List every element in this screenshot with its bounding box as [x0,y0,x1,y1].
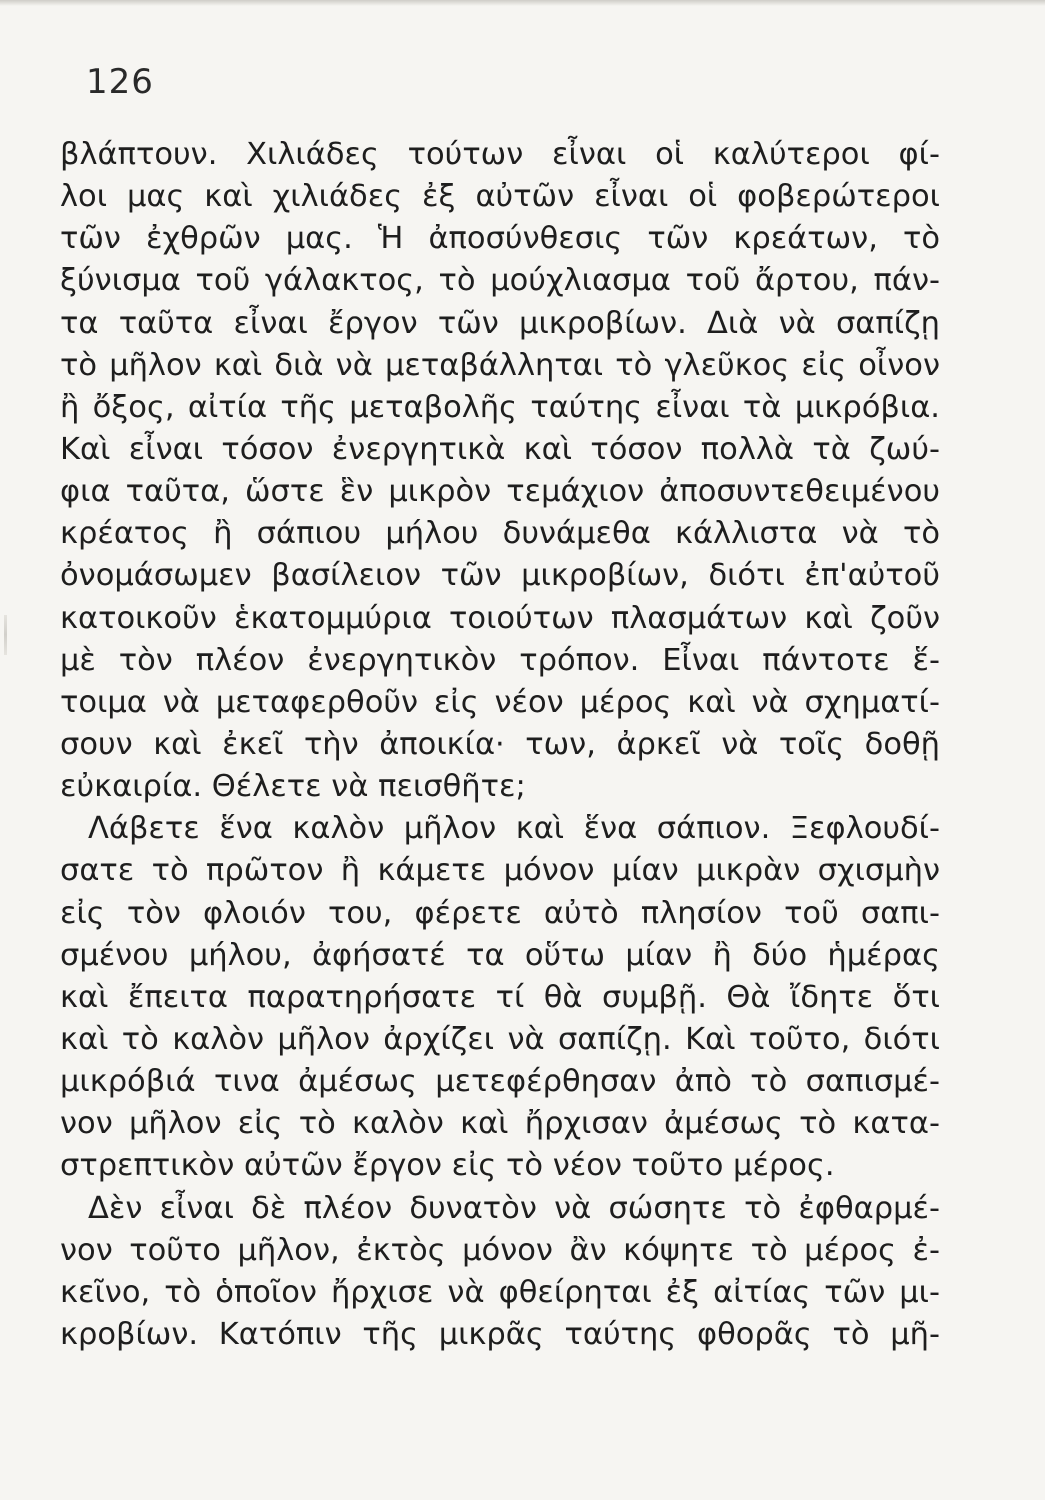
text-line: στρεπτικὸν αὐτῶν ἔργον εἰς τὸ νέον τοῦτο μέρος. [60,1148,835,1184]
text-line: μὲ τὸν πλέον ἐνεργητικὸν τρόπον. Εἶναι πάντοτε ἕ- [60,642,940,678]
text-line: καὶ ἔπειτα παρατηρήσατε τί θὰ συμβῇ. Θὰ ἴδητε ὅτι [60,979,940,1015]
text-line: σατε τὸ πρῶτον ἢ κάμετε μόνον μίαν μικρὰν σχισμὴν [60,853,940,889]
text-line: λοι μας καὶ χιλιάδες ἐξ αὐτῶν εἶναι οἱ φοβερώτεροι [60,179,940,215]
body-text [60,134,940,1356]
text-line: φια ταῦτα, ὥστε ἓν μικρὸν τεμάχιον ἀποσυντεθειμένου [60,474,940,510]
text-line: κεῖνο, τὸ ὁποῖον ἤρχισε νὰ φθείρηται ἐξ αἰτίας τῶν μι- [60,1274,940,1310]
text-line: τα ταῦτα εἶναι ἔργον τῶν μικροβίων. Διὰ νὰ σαπίζῃ [60,305,940,341]
text-line: εὐκαιρία. Θέλετε νὰ πεισθῆτε; [60,769,526,805]
text-line: εἰς τὸν φλοιόν του, φέρετε αὐτὸ πλησίον τοῦ σαπι- [60,895,940,931]
text-line: ξύνισμα τοῦ γάλακτος, τὸ μούχλιασμα τοῦ ἄρτου, πάν- [60,263,940,299]
text-line: ὀνομάσωμεν βασίλειον τῶν μικροβίων, διότι ἐπ'αὐτοῦ [60,558,940,594]
text-line: σμένου μήλου, ἀφήσατέ τα οὕτω μίαν ἢ δύο ἡμέρας [60,937,940,973]
text-line: ἢ ὄξος, αἰτία τῆς μεταβολῆς ταύτης εἶναι τὰ μικρόβια. [60,389,940,425]
page-number: 126 [86,62,154,102]
text-line: κρέατος ἢ σάπιου μήλου δυνάμεθα κάλλιστα νὰ τὸ [60,516,940,552]
text-line: βλάπτουν. Χιλιάδες τούτων εἶναι οἱ καλύτεροι φί- [60,137,940,172]
text-line: νον μῆλον εἰς τὸ καλὸν καὶ ἤρχισαν ἀμέσως τὸ κατα- [60,1106,940,1142]
text-line: κατοικοῦν ἑκατομμύρια τοιούτων πλασμάτων καὶ ζοῦν [60,600,940,636]
text-line: Καὶ εἶναι τόσον ἐνεργητικὰ καὶ τόσον πολλὰ τὰ ζωύ- [60,431,940,467]
text-line: νον τοῦτο μῆλον, ἐκτὸς μόνον ἂν κόψητε τὸ μέρος ἐ- [60,1232,940,1268]
text-line: τὸ μῆλον καὶ διὰ νὰ μεταβάλληται τὸ γλεῦκος εἰς οἶνον [60,347,940,383]
text-line: τοιμα νὰ μεταφερθοῦν εἰς νέον μέρος καὶ νὰ σχηματί- [60,684,940,720]
text-line: καὶ τὸ καλὸν μῆλον ἀρχίζει νὰ σαπίζῃ. Καὶ τοῦτο, διότι [60,1021,940,1057]
text-line: Λάβετε ἕνα καλὸν μῆλον καὶ ἕνα σάπιον. Ξεφλουδί- [88,811,940,847]
binding-mark [4,615,7,655]
text-line: κροβίων. Κατόπιν τῆς μικρᾶς ταύτης φθορᾶς τὸ μῆ- [60,1316,940,1352]
text-line: τῶν ἐχθρῶν μας. Ἡ ἀποσύνθεσις τῶν κρεάτων, τὸ [60,221,940,257]
text-line: σουν καὶ ἐκεῖ τὴν ἀποικία· των, ἀρκεῖ νὰ τοῖς δοθῇ [60,726,940,762]
text-line: Δὲν εἶναι δὲ πλέον δυνατὸν νὰ σώσητε τὸ ἐφθαρμέ- [88,1190,940,1226]
text-line: μικρόβιά τινα ἀμέσως μετεφέρθησαν ἀπὸ τὸ σαπισμέ- [60,1064,940,1100]
page-top-edge [0,0,1045,6]
